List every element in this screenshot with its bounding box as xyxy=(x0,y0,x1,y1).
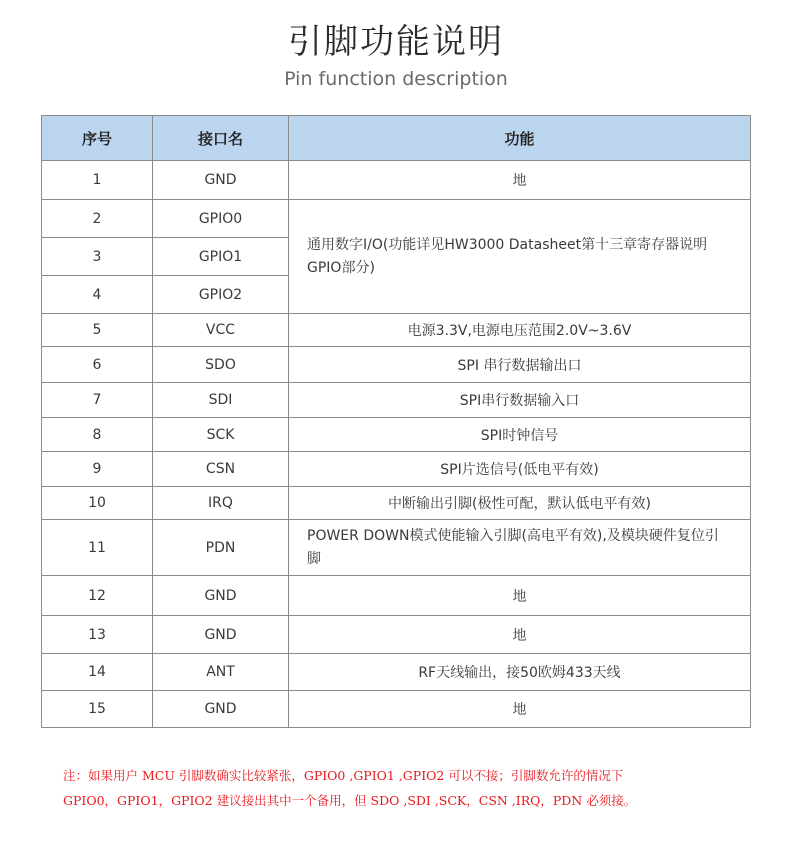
pin-name: GPIO2 xyxy=(153,276,289,314)
pin-function: 电源3.3V,电源电压范围2.0V~3.6V xyxy=(289,314,751,347)
pin-function: POWER DOWN模式使能输入引脚(高电平有效),及模块硬件复位引脚 xyxy=(289,520,751,576)
pin-name: IRQ xyxy=(153,487,289,520)
pin-name: GPIO0 xyxy=(153,200,289,238)
pin-name: SDI xyxy=(153,383,289,418)
table-row xyxy=(42,616,751,654)
pin-function: SPI片选信号(低电平有效) xyxy=(289,452,751,487)
pin-function: SPI串行数据输入口 xyxy=(289,383,751,418)
pin-table xyxy=(41,115,751,728)
table-row xyxy=(42,418,751,452)
pin-number: 2 xyxy=(42,200,153,238)
pin-number: 10 xyxy=(42,487,153,520)
table-row xyxy=(42,452,751,487)
footnote-line: GPIO0，GPIO1，GPIO2 建议接出其中一个备用，但 SDO ,SDI ,SCK，CSN ,IRQ，PDN 必须接。 xyxy=(63,793,637,808)
table-row xyxy=(42,691,751,728)
table-row xyxy=(42,520,751,576)
pin-name: CSN xyxy=(153,452,289,487)
pin-function: 地 xyxy=(289,576,751,616)
pin-name: GND xyxy=(153,616,289,654)
pin-name: GND xyxy=(153,161,289,200)
pin-name: SDO xyxy=(153,347,289,383)
pin-function: 通用数字I/O(功能详见HW3000 Datasheet第十三章寄存器说明GPIO部分) xyxy=(289,200,751,314)
pin-number: 14 xyxy=(42,654,153,691)
pin-function: RF天线输出，接50欧姆433天线 xyxy=(289,654,751,691)
pin-name: VCC xyxy=(153,314,289,347)
pin-number: 5 xyxy=(42,314,153,347)
pin-function: SPI时钟信号 xyxy=(289,418,751,452)
pin-number: 8 xyxy=(42,418,153,452)
pin-number: 1 xyxy=(42,161,153,200)
pin-number: 4 xyxy=(42,276,153,314)
pin-name: ANT xyxy=(153,654,289,691)
pin-number: 15 xyxy=(42,691,153,728)
pin-number: 13 xyxy=(42,616,153,654)
pin-function: 中断输出引脚(极性可配，默认低电平有效) xyxy=(289,487,751,520)
table-row xyxy=(42,347,751,383)
pin-name: GPIO1 xyxy=(153,238,289,276)
pin-name: PDN xyxy=(153,520,289,576)
footnote xyxy=(63,763,763,813)
table-row xyxy=(42,487,751,520)
header-number: 序号 xyxy=(42,116,153,161)
page-title: 引脚功能说明 xyxy=(288,22,504,62)
pin-number: 7 xyxy=(42,383,153,418)
header-function: 功能 xyxy=(289,116,751,161)
table-row xyxy=(42,383,751,418)
table-row xyxy=(42,576,751,616)
pin-number: 12 xyxy=(42,576,153,616)
header-interface-name: 接口名 xyxy=(153,116,289,161)
pin-function: SPI 串行数据输出口 xyxy=(289,347,751,383)
pin-name: GND xyxy=(153,691,289,728)
table-row xyxy=(42,161,751,200)
page-subtitle: Pin function description xyxy=(284,68,508,90)
pin-function: 地 xyxy=(289,616,751,654)
table-row xyxy=(42,314,751,347)
pin-number: 6 xyxy=(42,347,153,383)
table-header-row xyxy=(42,116,751,161)
pin-number: 3 xyxy=(42,238,153,276)
table-row xyxy=(42,654,751,691)
pin-function: 地 xyxy=(289,161,751,200)
footnote-line: 注：如果用户 MCU 引脚数确实比较紧张，GPIO0 ,GPIO1 ,GPIO2 可以不接；引脚数允许的情况下 xyxy=(63,768,624,783)
pin-number: 11 xyxy=(42,520,153,576)
pin-name: GND xyxy=(153,576,289,616)
pin-function: 地 xyxy=(289,691,751,728)
pin-name: SCK xyxy=(153,418,289,452)
pin-number: 9 xyxy=(42,452,153,487)
table-row xyxy=(42,200,751,238)
